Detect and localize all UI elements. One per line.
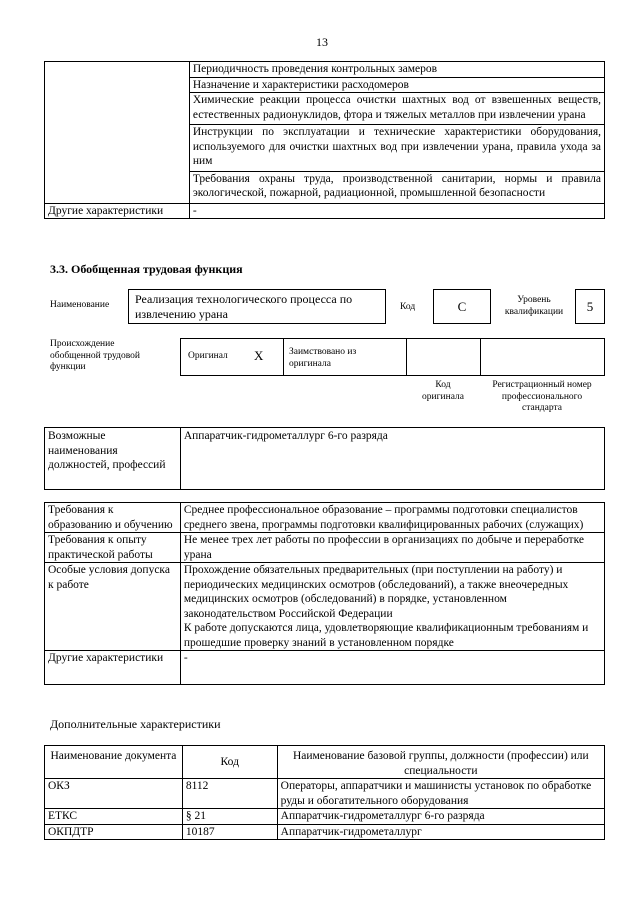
table-row-code: 8112 [182, 779, 277, 809]
origin-divider-3 [480, 338, 481, 376]
education-label: Требования к образованию и обучению [45, 503, 181, 533]
other-characteristics-value: - [189, 203, 604, 219]
experience-value: Не менее трех лет работы по профессии в организациях по добыче и переработке урана [180, 533, 604, 563]
table-row-name: Аппаратчик-гидрометаллург 6-го разряда [277, 809, 604, 825]
positions-value: Аппаратчик-гидрометаллург 6-го разряда [180, 428, 604, 490]
knowledge-item: Назначение и характеристики расходомеров [189, 77, 604, 93]
level-value: 5 [586, 298, 594, 314]
special-conditions-text: Прохождение обязательных предварительных (при поступлении на работу) и периодических медицинских осмотров (обследований), а также внеочередных медицинских осмотров (обследований) в порядке, установленном законодательством Российской Федерации [183, 564, 569, 620]
code-value: C [457, 298, 467, 314]
function-name-box [128, 289, 386, 324]
origin-label: Происхождение обобщенной трудовой функции [50, 339, 140, 372]
table-row-doc: ОКЗ [45, 779, 183, 809]
experience-label: Требования к опыту практической работы [45, 533, 181, 563]
original-mark: X [254, 348, 264, 363]
table-row-doc: ОКПДТР [45, 824, 183, 840]
knowledge-item: Требования охраны труда, производственной санитарии, нормы и правила экологической, пожарной, радиационной, промышленной безопасности [189, 171, 604, 203]
code-original-caption: Код оригинала [422, 380, 464, 402]
function-name: Реализация технологического процесса по извлечению урана [135, 292, 353, 321]
knowledge-item: Периодичность проведения контрольных замеров [189, 62, 604, 78]
positions-table [44, 427, 605, 490]
origin-divider-1 [283, 338, 284, 376]
code-label: Код [400, 302, 416, 312]
additional-title: Дополнительные характеристики [50, 717, 221, 731]
special-conditions-value [180, 563, 604, 651]
requirements-table [44, 502, 605, 685]
knowledge-table [44, 61, 605, 219]
additional-table [44, 745, 605, 840]
level-box [575, 289, 605, 324]
reg-number-caption: Регистрационный номер профессионального стандарта [492, 380, 592, 413]
section-heading: 3.3. Обобщенная трудовая функция [50, 262, 243, 276]
header-code: Код [182, 746, 277, 779]
header-document: Наименование документа [45, 746, 183, 779]
positions-label: Возможные наименования должностей, профессий [45, 428, 181, 490]
original-label: Оригинал [188, 351, 228, 361]
other-characteristics-label: Другие характеристики [45, 203, 190, 219]
level-label: Уровень квалификации [504, 295, 564, 317]
table-row-doc: ЕТКС [45, 809, 183, 825]
origin-divider-2 [406, 338, 407, 376]
table-row-code: § 21 [182, 809, 277, 825]
header-group: Наименование базовой группы, должности (профессии) или специальности [277, 746, 604, 779]
other-label: Другие характеристики [45, 651, 181, 685]
table-row-name: Операторы, аппаратчики и машинисты установок по обработке руды и обогатительного оборудования [277, 779, 604, 809]
knowledge-item: Инструкции по эксплуатации и технические характеристики оборудования, используемого для очистки шахтных вод при извлечении урана, правила ухода за ним [189, 125, 604, 172]
page-number: 13 [316, 35, 328, 49]
other-value: - [180, 651, 604, 685]
special-conditions-label: Особые условия допуска к работе [45, 563, 181, 651]
special-conditions-text-2: К работе допускаются лица, удовлетворяющие квалификационным требованиям и прошедшие проверку знаний в установленном порядке [183, 622, 589, 649]
table-row-code: 10187 [182, 824, 277, 840]
name-label: Наименование [50, 300, 110, 310]
education-value: Среднее профессиональное образование – программы подготовки специалистов среднего звена, программы подготовки квалифицированных рабочих (служащих) [180, 503, 604, 533]
table-row-name: Аппаратчик-гидрометаллург [277, 824, 604, 840]
knowledge-item: Химические реакции процесса очистки шахтных вод от взвешенных веществ, естественных радионуклидов, фтора и тяжелых металлов при извлечении урана [189, 93, 604, 125]
borrowed-label: Заимствовано из оригинала [289, 347, 357, 369]
code-box [433, 289, 491, 324]
